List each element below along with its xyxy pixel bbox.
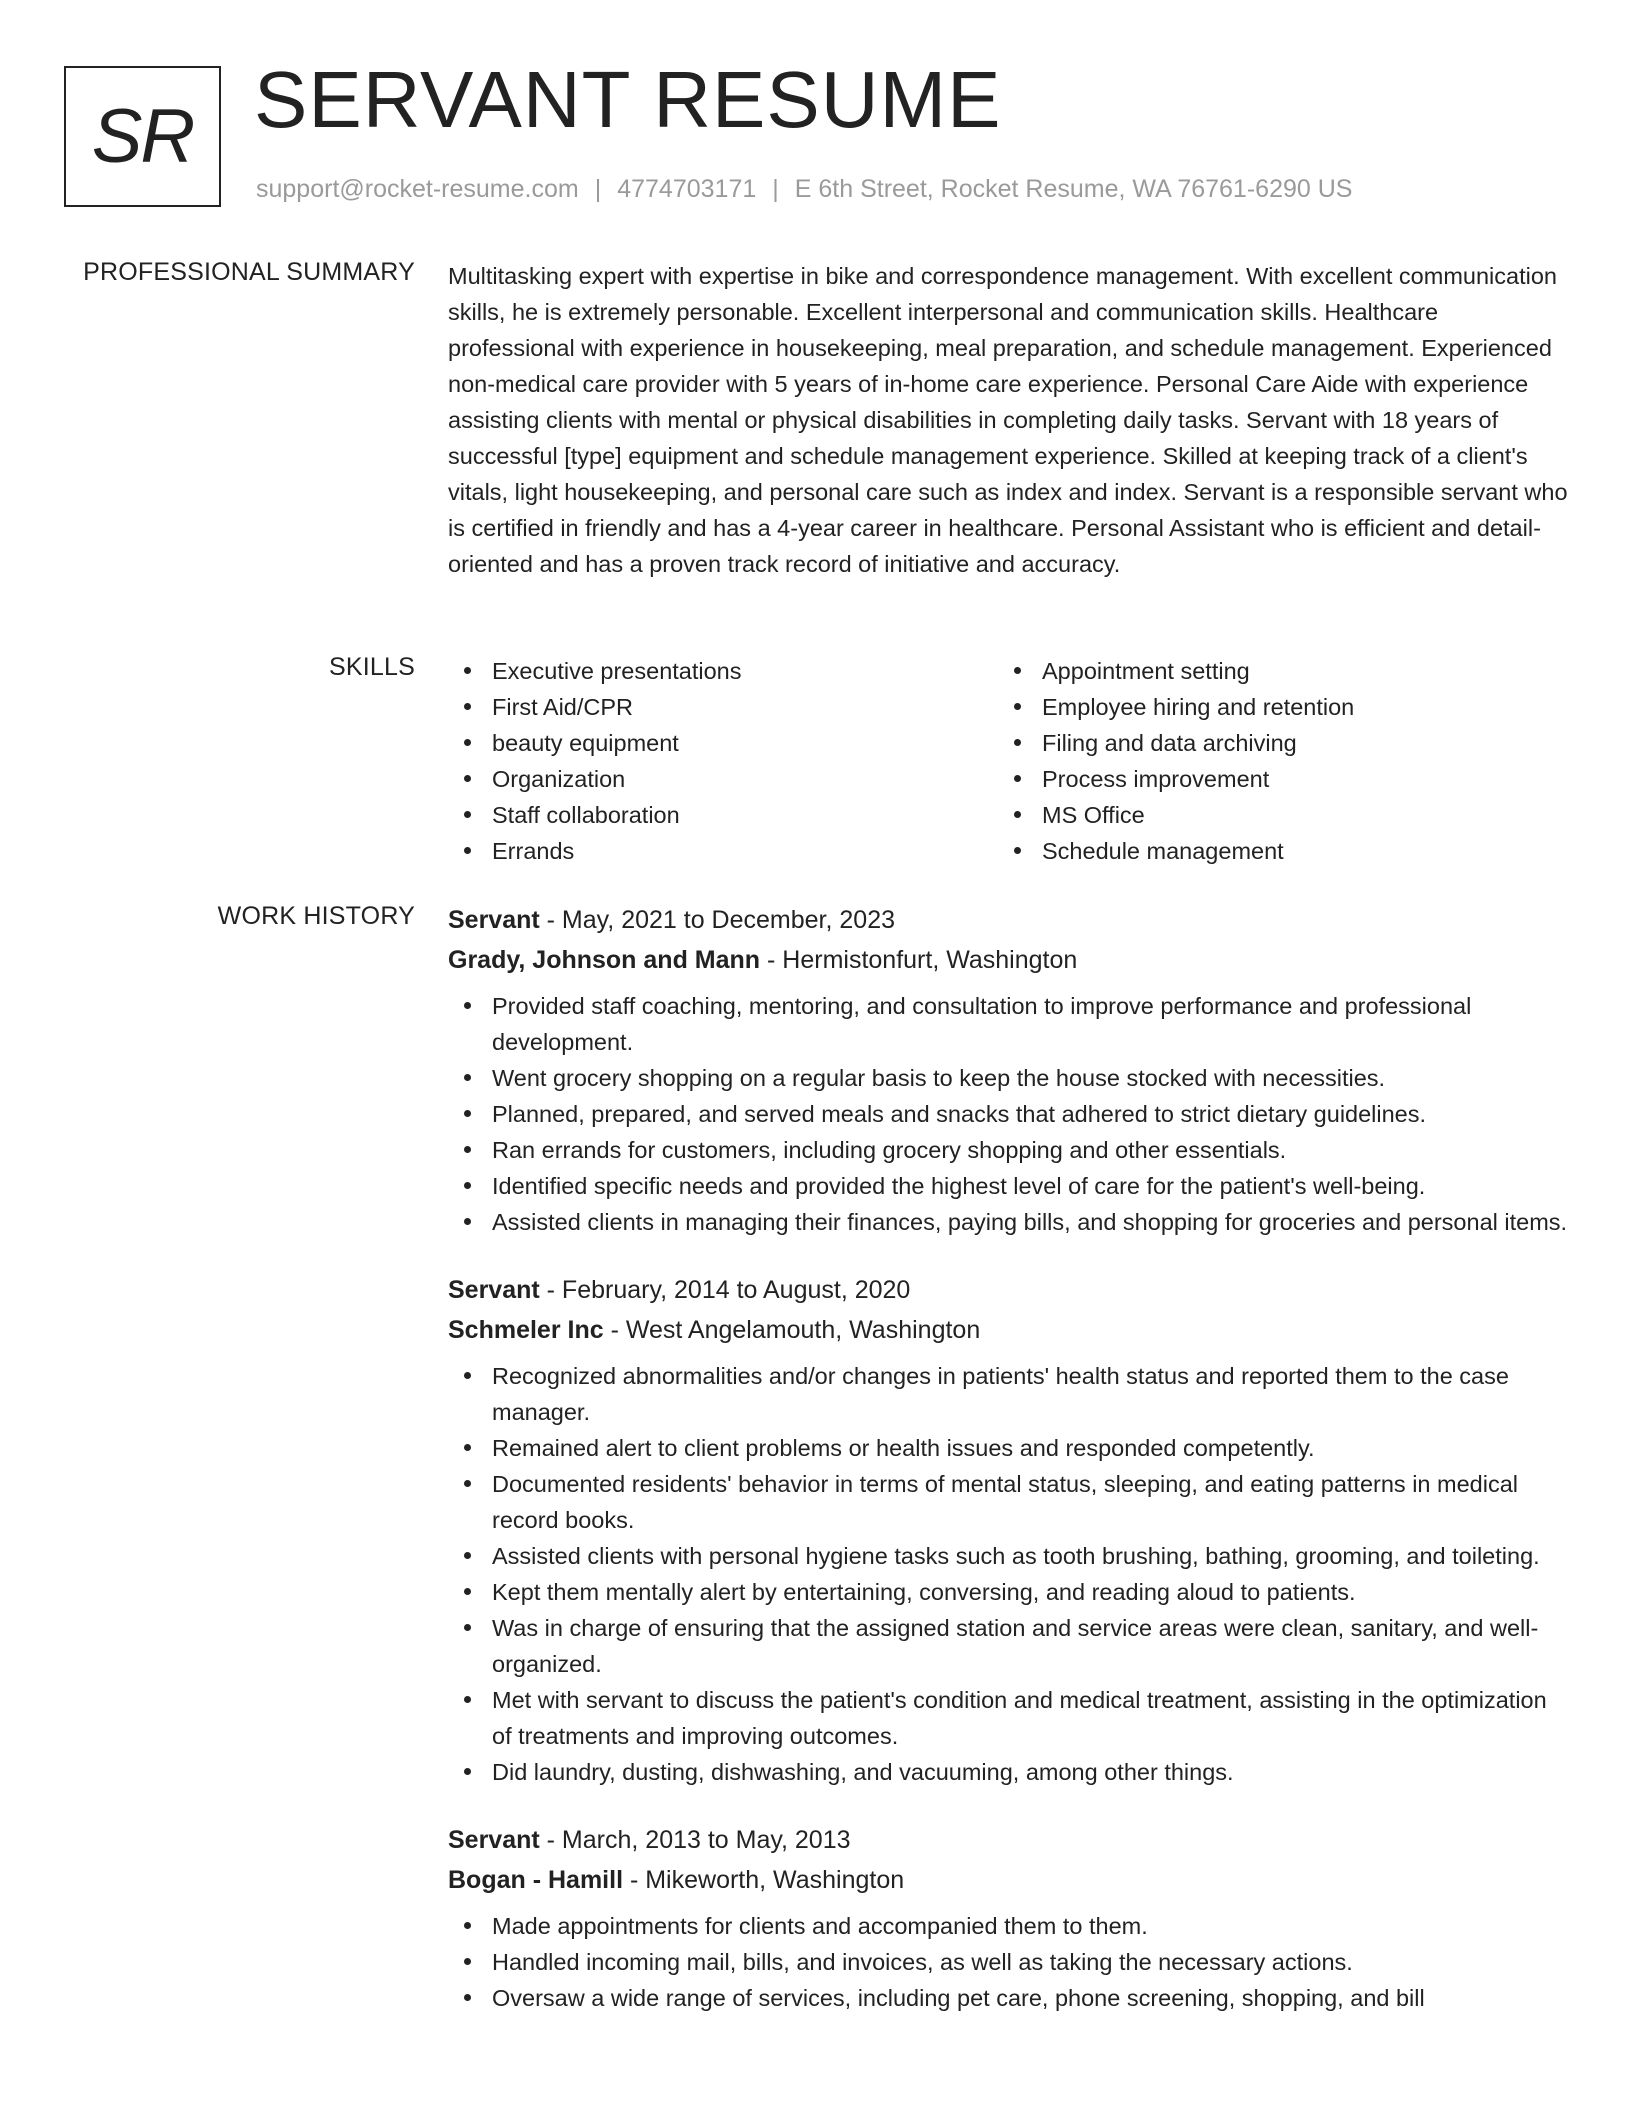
summary-body <box>448 258 1568 582</box>
skill-item: MS Office <box>998 797 1548 833</box>
job-entry <box>448 900 1568 1240</box>
job-dates: - February, 2014 to August, 2020 <box>539 1276 911 1304</box>
work-history-heading: WORK HISTORY <box>217 902 415 930</box>
contact-line <box>256 175 1352 204</box>
skill-item: beauty equipment <box>448 725 998 761</box>
job-dates: - May, 2021 to December, 2023 <box>539 906 896 934</box>
job-bullet: Ran errands for customers, including grocery shopping and other essentials. <box>448 1132 1568 1168</box>
job-bullet: Provided staff coaching, mentoring, and consultation to improve performance and professional development. <box>448 988 1568 1060</box>
job-bullet: Remained alert to client problems or health issues and responded competently. <box>448 1430 1568 1466</box>
skill-item: Schedule management <box>998 833 1548 869</box>
contact-separator: | <box>772 175 779 203</box>
skill-item: First Aid/CPR <box>448 689 998 725</box>
job-company: Schmeler Inc <box>448 1316 604 1344</box>
job-bullet: Kept them mentally alert by entertaining, conversing, and reading aloud to patients. <box>448 1574 1568 1610</box>
skill-item: Appointment setting <box>998 653 1548 689</box>
job-bullet: Made appointments for clients and accompanied them to them. <box>448 1908 1568 1944</box>
skills-heading: SKILLS <box>329 653 415 681</box>
job-bullet: Identified specific needs and provided the highest level of care for the patient's well-being. <box>448 1168 1568 1204</box>
job-company-line <box>448 940 1568 980</box>
skill-item: Executive presentations <box>448 653 998 689</box>
contact-separator: | <box>594 175 602 203</box>
skill-item: Errands <box>448 833 998 869</box>
job-bullet-list <box>448 1908 1568 2016</box>
job-company-line <box>448 1310 1568 1350</box>
job-entry <box>448 1270 1568 1790</box>
job-bullet: Did laundry, dusting, dishwashing, and vacuuming, among other things. <box>448 1754 1568 1790</box>
job-bullet-list <box>448 1358 1568 1790</box>
job-title: Servant <box>448 1276 540 1304</box>
job-company: Bogan - Hamill <box>448 1866 624 1894</box>
summary-heading: PROFESSIONAL SUMMARY <box>83 258 415 286</box>
job-bullet: Documented residents' behavior in terms of mental status, sleeping, and eating patterns in medical record books. <box>448 1466 1568 1538</box>
job-entry <box>448 1820 1568 2016</box>
job-location: - Mikeworth, Washington <box>623 1866 905 1894</box>
job-title-line <box>448 900 1568 940</box>
job-bullet: Was in charge of ensuring that the assigned station and service areas were clean, sanitary, and well-organized. <box>448 1610 1568 1682</box>
work-history-body <box>448 900 1568 2046</box>
job-location: - Hermistonfurt, Washington <box>760 946 1078 974</box>
skill-item: Employee hiring and retention <box>998 689 1548 725</box>
skill-item: Staff collaboration <box>448 797 998 833</box>
skills-column-right <box>998 653 1548 869</box>
job-company: Grady, Johnson and Mann <box>448 946 761 974</box>
job-bullet: Planned, prepared, and served meals and snacks that adhered to strict dietary guidelines. <box>448 1096 1568 1132</box>
skills-column-left <box>448 653 998 869</box>
job-bullet: Handled incoming mail, bills, and invoices, as well as taking the necessary actions. <box>448 1944 1568 1980</box>
contact-address: E 6th Street, Rocket Resume, WA 76761-6290 US <box>794 175 1353 203</box>
job-title: Servant <box>448 1826 540 1854</box>
job-title: Servant <box>448 906 540 934</box>
skills-body <box>448 653 1568 869</box>
job-bullet: Assisted clients in managing their finances, paying bills, and shopping for groceries and personal items. <box>448 1204 1568 1240</box>
skills-grid <box>448 653 1568 869</box>
job-bullet: Met with servant to discuss the patient's condition and medical treatment, assisting in the optimization of treatments and improving outcomes. <box>448 1682 1568 1754</box>
job-bullet: Oversaw a wide range of services, including pet care, phone screening, shopping, and bill <box>448 1980 1568 2016</box>
skill-item: Process improvement <box>998 761 1548 797</box>
contact-phone: 4774703171 <box>617 175 757 203</box>
job-bullet-list <box>448 988 1568 1240</box>
skill-item: Organization <box>448 761 998 797</box>
job-location: - West Angelamouth, Washington <box>603 1316 981 1344</box>
job-title-line <box>448 1270 1568 1310</box>
contact-email: support@rocket-resume.com <box>256 175 579 203</box>
job-title-line <box>448 1820 1568 1860</box>
job-company-line <box>448 1860 1568 1900</box>
skill-item: Filing and data archiving <box>998 725 1548 761</box>
job-bullet: Assisted clients with personal hygiene tasks such as tooth brushing, bathing, grooming, and toileting. <box>448 1538 1568 1574</box>
job-bullet: Recognized abnormalities and/or changes in patients' health status and reported them to the case manager. <box>448 1358 1568 1430</box>
resume-name: SERVANT RESUME <box>254 55 1002 144</box>
summary-text: Multitasking expert with expertise in bike and correspondence management. With excellent communication skills, he is extremely personable. Excellent interpersonal and communication skills. Healthcare professional with experience in housekeeping, meal preparation, and schedule management. Experienced non-medical care provider with 5 years of in-home care experience. Personal Care Aide with experience assisting clients with mental or physical disabilities in completing daily tasks. Servant with 18 years of successful [type] equipment and schedule management experience. Skilled at keeping track of a client's vitals, light housekeeping, and personal care such as index and index. Servant is a responsible servant who is certified in friendly and has a 4-year career in healthcare. Personal Assistant who is efficient and detail-oriented and has a proven track record of initiative and accuracy. <box>448 263 1568 577</box>
job-bullet: Went grocery shopping on a regular basis to keep the house stocked with necessities. <box>448 1060 1568 1096</box>
initials-monogram: SR <box>64 66 221 207</box>
job-dates: - March, 2013 to May, 2013 <box>539 1826 851 1854</box>
